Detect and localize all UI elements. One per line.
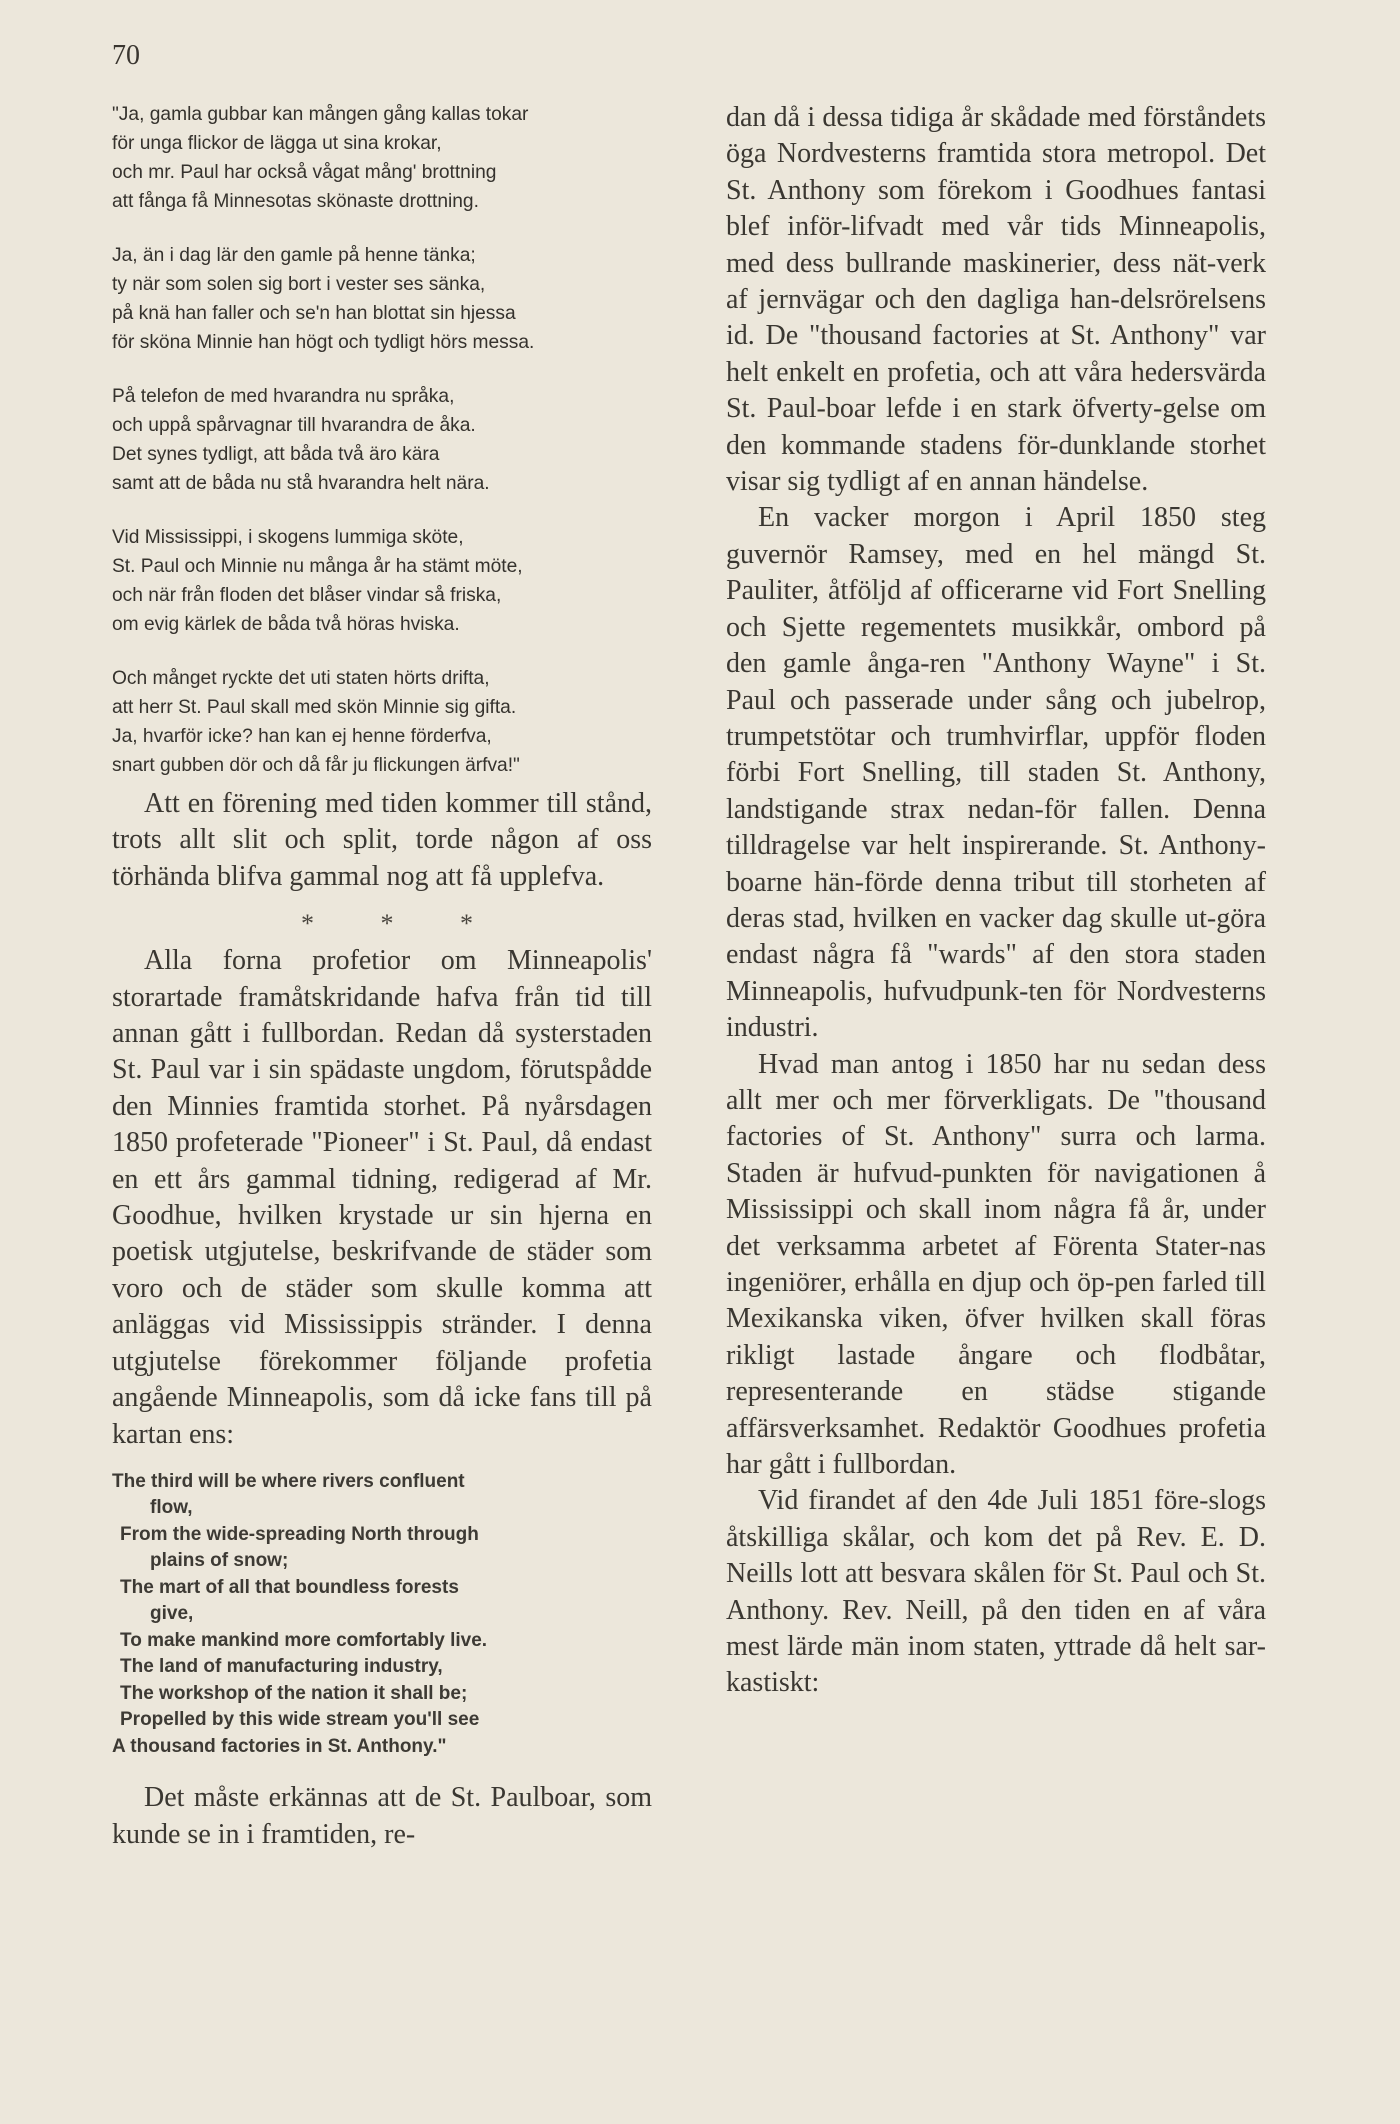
right-column xyxy=(726,100,1266,1702)
verse-line: To make mankind more comfortably live. xyxy=(120,1629,488,1651)
verse-line: På telefon de med hvarandra nu språka, xyxy=(112,386,455,407)
verse-line: och när från floden det blåser vindar så friska, xyxy=(112,585,502,606)
english-poem xyxy=(112,1469,652,1761)
page-number: 70 xyxy=(112,40,140,71)
verse-line: Och månget ryckte det uti staten hörts drifta, xyxy=(112,668,490,689)
verse-line: att herr St. Paul skall med skön Minnie sig gifta. xyxy=(112,697,517,718)
verse-line: och uppå spårvagnar till hvarandra de åka. xyxy=(112,415,476,436)
verse-line: Det synes tydligt, att båda två äro kära xyxy=(112,444,440,465)
paragraph: En vacker morgon i April 1850 steg guvernör Ramsey, med en hel mängd St. Pauliter, åtföljd af officerarne vid Fort Snelling och Sjette regementets musikkår, ombord på den gamle ånga-ren "Anthony Wayne" i St. Paul och passerade under sång och jubelrop, trumpetstötar och trumhvirflar, uppför floden förbi Fort Snelling, till staden St. Anthony, landstigande strax nedan-för fallen. Denna tilldragelse var helt inspirerande. St. Anthony-boarne hän-förde denna tribut till storheten af deras stad, hvilken en vacker dag skulle ut-göra endast några få "wards" af den stora staden Minneapolis, hufvudpunk-ten för Nordvesterns industri. xyxy=(726,502,1266,1044)
left-column xyxy=(112,100,652,1853)
verse-line: Ja, än i dag lär den gamle på henne tänka; xyxy=(112,245,476,266)
verse-line: Propelled by this wide stream you'll see xyxy=(120,1709,480,1731)
verse-line: för unga flickor de lägga ut sina krokar, xyxy=(112,133,442,154)
paragraph: dan då i dessa tidiga år skådade med förståndets öga Nordvesterns framtida stora metropol. Det St. Anthony som förekom i Goodhues fantasi blef inför-lifvadt med vår tids Minneapolis, med dess bullrande maskinerier, dess nät-verk af jernvägar och den dagliga han-delsrörelsens id. De "thousand factories at St. Anthony" var helt enkelt en profetia, och att våra hedersvärda St. Paul-boar lefde i en stark öfverty-gelse om den kommande stadens för-dunklande storhet visar sig tydligt af en annan händelse. xyxy=(726,102,1266,498)
verse-line: snart gubben dör och då får ju flickungen ärfva!" xyxy=(112,755,520,776)
verse-line: From the wide-spreading North through xyxy=(120,1523,479,1545)
verse-line: A thousand factories in St. Anthony." xyxy=(112,1735,447,1757)
verse-line: ty när som solen sig bort i vester ses sänka, xyxy=(112,274,486,295)
poem-stanza-4 xyxy=(112,523,652,639)
verse-line: The land of manufacturing industry, xyxy=(120,1656,443,1678)
poem-stanza-5 xyxy=(112,664,652,780)
poem-stanza-3 xyxy=(112,382,652,498)
verse-line: Ja, hvarför icke? han kan ej henne förderfva, xyxy=(112,726,492,747)
paragraph: Att en förening med tiden kommer till stånd, trots allt slit och split, torde någon af oss törhända blifva gammal nog att få upplefva. xyxy=(112,788,652,892)
section-separator: * * * xyxy=(301,909,503,939)
verse-line: Vid Mississippi, i skogens lummiga sköte, xyxy=(112,527,464,548)
verse-line: The workshop of the nation it shall be; xyxy=(120,1682,468,1704)
verse-line: flow, xyxy=(150,1497,193,1519)
verse-line: och mr. Paul har också vågat mång' brottning xyxy=(112,162,497,183)
verse-line: "Ja, gamla gubbar kan mången gång kallas tokar xyxy=(112,104,529,125)
paragraph: Vid firandet af den 4de Juli 1851 före-slogs åtskilliga skålar, och kom det på Rev. E. D. Neills lott att besvara skålen för St. Paul och St. Anthony. Rev. Neill, på den tiden en af våra mest lärde män inom staten, yttrade då helt sar-kastiskt: xyxy=(726,1485,1266,1699)
paragraph: Det måste erkännas att de St. Paulboar, som kunde se in i framtiden, re- xyxy=(112,1782,652,1850)
verse-line: The third will be where rivers confluent xyxy=(112,1470,465,1492)
verse-line: St. Paul och Minnie nu många år ha stämt möte, xyxy=(112,556,523,577)
verse-line: give, xyxy=(150,1603,194,1625)
verse-line: på knä han faller och se'n han blottat sin hjessa xyxy=(112,303,516,324)
paragraph: Alla forna profetior om Minneapolis' storartade framåtskridande hafva från tid till annan gått i fullbordan. Redan då systerstaden St. Paul var i sin spädaste ungdom, förutspådde den Minnies framtida storhet. På nyårsdagen 1850 profeterade "Pioneer" i St. Paul, då endast en ett års gammal tidning, redigerad af Mr. Goodhue, hvilken krystade ur sin hjerna en poetisk utgjutelse, beskrifvande de städer som voro och de städer som skulle komma att anläggas vid Mississippis stränder. I denna utgjutelse förekommer följande profetia angående Minneapolis, som då icke fans till på kartan ens: xyxy=(112,945,652,1450)
verse-line: plains of snow; xyxy=(150,1550,289,1572)
poem-stanza-2 xyxy=(112,241,652,357)
verse-line: för sköna Minnie han högt och tydligt hörs messa. xyxy=(112,332,535,353)
verse-line: The mart of all that boundless forests xyxy=(120,1576,459,1598)
verse-line: om evig kärlek de båda två höras hviska. xyxy=(112,614,460,635)
verse-line: samt att de båda nu stå hvarandra helt nära. xyxy=(112,473,490,494)
poem-stanza-1 xyxy=(112,100,652,216)
verse-line: att fånga få Minnesotas skönaste drottning. xyxy=(112,191,479,212)
paragraph: Hvad man antog i 1850 har nu sedan dess allt mer och mer förverkligats. De "thousand factories of St. Anthony" surra och larma. Staden är hufvud-punkten för navigationen å Mississippi och skall inom några få år, under det verksamma arbetet af Förenta Stater-nas ingeniörer, erhålla en djup och öp-pen farled till Mexikanska viken, öfver hvilken skall föras rikligt lastade ångare och flodbåtar, representerande en städse stigande affärsverksamhet. Redaktör Goodhues profetia har gått i fullbordan. xyxy=(726,1048,1266,1481)
